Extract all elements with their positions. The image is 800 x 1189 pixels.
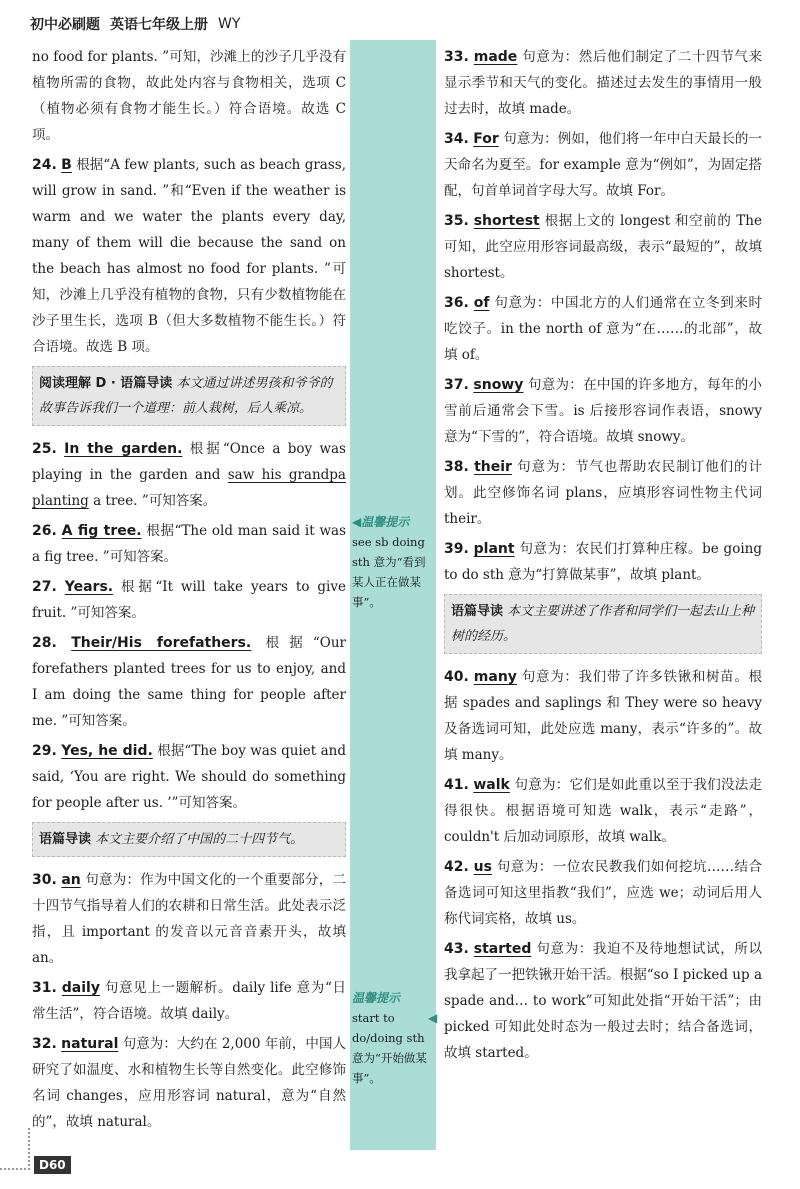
question-number: 28. [32, 635, 57, 651]
tip-title: 温馨提示 [352, 991, 401, 1005]
explanation: 根据“The old man said it was a fig tree. ”可知答案。 [32, 523, 347, 565]
answer-text: an [61, 872, 81, 888]
guide-text: 本文主要讲述了作者和同学们一起去山上种树的经历。 [451, 604, 755, 644]
left-column [32, 44, 346, 1139]
answer-text: us [473, 859, 492, 875]
question-number: 42. [444, 859, 469, 875]
answer-text: snowy [473, 377, 524, 393]
tip-box-1 [352, 512, 436, 612]
question-number: 34. [444, 131, 469, 147]
question-number: 35. [444, 213, 469, 229]
explanation: 句意为：一位农民教我们如何挖坑……结合备选词可知这里指教“我们”，应选 we；动词后用人称代词宾格，故填 us。 [444, 859, 763, 927]
question-number: 41. [444, 777, 469, 793]
answer-text: Yes, he did. [61, 743, 153, 759]
explanation: 句意为：我迫不及待地想试试，所以我拿起了一把铁锹开始干活。根据“so I picked up a spade and… to work”可知此处指“开始干活”；由 picked 可知此处时态为一般过去时；结合备选词，故填 started。 [444, 941, 763, 1061]
answer-24 [32, 152, 346, 360]
answer-26 [32, 518, 346, 570]
answer-28 [32, 630, 346, 734]
question-number: 33. [444, 49, 469, 65]
explanation: 句意为：然后他们制定了二十四节气来显示季节和天气的变化。描述过去发生的事情用一般过去时，故填 made。 [444, 49, 762, 117]
answer-27 [32, 574, 346, 626]
explanation: 句意为：大约在 2,000 年前，中国人研究了如温度、水和植物生长等自然变化。此空修饰名词 changes，应用形容词 natural，意为“自然的”，故填 natural。 [32, 1036, 347, 1130]
question-number: 32. [32, 1036, 57, 1052]
guide-text: 本文主要介绍了中国的二十四节气。 [95, 832, 304, 847]
answer-30 [32, 867, 346, 971]
underlined-phrase: saw his grandpa planting [32, 467, 346, 509]
edition-label: WY [218, 16, 241, 32]
answer-25 [32, 436, 346, 514]
explanation: 句意为：中国北方的人们通常在立冬到来时吃饺子。in the north of 意为“在……的北部”，故填 of。 [444, 295, 763, 363]
corner-dotted-line [0, 1128, 30, 1170]
answer-text: started [473, 941, 532, 957]
answer-text: their [474, 459, 512, 475]
question-number: 29. [32, 743, 57, 759]
explanation: 根据“It will take years to give fruit. ”可知答案。 [32, 579, 346, 621]
answer-31 [32, 975, 346, 1027]
explanation: 句意为：我们带了许多铁锹和树苗。根据 spades and saplings 和 They were so heavy 及备选词可知，此处应选 many，表示“许多的”。故填 many。 [444, 669, 763, 763]
guide-text: 本文通过讲述男孩和爷爷的故事告诉我们一个道理：前人栽树，后人乘凉。 [39, 376, 333, 416]
answer-41 [444, 772, 762, 850]
right-column [444, 44, 762, 1070]
explanation: 根据“Our forefathers planted trees for us to enjoy, and I am doing the same thing for people after me. ”可知答案。 [32, 635, 346, 729]
page-header [30, 10, 240, 38]
answer-43 [444, 936, 762, 1066]
explanation: 根据“A few plants, such as beach grass, will grow in sand. ”和“Even if the weather is warm and we water the plants every day, many of them will die because the sand on the beach has almost no food for plants. ”可知，沙滩上几乎没有植物的食物，只有少数植物能在沙子里生长，选项 B（但大多数植物不能生长。）符合语境。故选 B 项。 [32, 157, 347, 355]
answer-36 [444, 290, 762, 368]
explanation: 句意为：例如，他们将一年中白天最长的一天命名为夏至。for example 意为“例如”，为固定搭配，句首单词首字母大写。故填 For。 [444, 131, 762, 199]
answer-text: In the garden. [64, 441, 183, 457]
book-title: 初中必刷题 [30, 17, 100, 33]
question-number: 31. [32, 980, 57, 996]
tip-box-2 [352, 988, 436, 1088]
explanation: 根据“Once a boy was playing in the garden and [32, 441, 346, 483]
arrow-right-icon: ◀ [428, 1011, 438, 1025]
answer-text: made [473, 49, 518, 65]
question-number: 37. [444, 377, 469, 393]
subject-title: 英语七年级上册 [110, 17, 208, 33]
tip-text: start to do/doing sth 意为“开始做某事”。 [352, 1011, 427, 1085]
explanation: 根据上文的 longest 和空前的 The 可知，此空应用形容词最高级，表示“最短的”，故填 shortest。 [444, 213, 762, 281]
reading-guide-d [32, 366, 346, 426]
question-number: 39. [444, 541, 469, 557]
answer-text: Years. [64, 579, 114, 595]
question-number: 36. [444, 295, 469, 311]
answer-text: of [473, 295, 490, 311]
answer-text: daily [61, 980, 100, 996]
explanation: 根据“The boy was quiet and said, ‘You are right. We should do something for people after us. ’”可知答案。 [32, 743, 347, 811]
answer-text: Their/His forefathers. [71, 635, 252, 651]
continued-paragraph: no food for plants. ”可知，沙滩上的沙子几乎没有植物所需的食物，故此处内容与食物相关，选项 C（植物必须有食物才能生长。）符合语境。故选 C 项。 [32, 49, 346, 143]
question-number: 26. [32, 523, 57, 539]
explanation: 句意为：它们是如此重以至于我们没法走得很快。根据语境可知选 walk，表示“走路”，couldn't 后加动词原形，故填 walk。 [444, 777, 762, 845]
answer-text: A fig tree. [61, 523, 142, 539]
guide-tag: 语篇导读 [39, 832, 92, 847]
answer-text: plant [473, 541, 515, 557]
reading-guide-2 [32, 822, 346, 857]
tip-title: 温馨提示 [361, 515, 410, 529]
explanation: 句意为：农民们打算种庄稼。be going to do sth 意为“打算做某事”，故填 plant。 [444, 541, 762, 583]
answer-32 [32, 1031, 346, 1135]
explanation: 句意为：节气也帮助农民制订他们的计划。此空修饰名词 plans，应填形容词性物主代词 their。 [444, 459, 762, 527]
reading-guide-3 [444, 594, 762, 654]
answer-35 [444, 208, 762, 286]
answer-text: walk [473, 777, 510, 793]
guide-tag: 语篇导读 [451, 604, 504, 619]
question-number: 24. [32, 157, 57, 173]
answer-40 [444, 664, 762, 768]
answer-33 [444, 44, 762, 122]
answer-text: natural [61, 1036, 119, 1052]
question-number: 38. [444, 459, 469, 475]
answer-29 [32, 738, 346, 816]
explanation: 句意为：在中国的许多地方，每年的小雪前后通常会下雪。is 后接形容词作表语，snowy 意为“下雪的”，符合语境。故填 snowy。 [444, 377, 762, 445]
answer-37 [444, 372, 762, 450]
answer-39 [444, 536, 762, 588]
answer-text: B [61, 157, 72, 173]
guide-tag: 阅读理解 D · 语篇导读 [39, 376, 173, 391]
answer-34 [444, 126, 762, 204]
tip-text: see sb doing sth 意为“看到某人正在做某事”。 [352, 535, 426, 609]
question-number: 40. [444, 669, 469, 685]
answer-38 [444, 454, 762, 532]
explanation: 句意见上一题解析。daily life 意为“日常生活”，符合语境。故填 daily。 [32, 980, 346, 1022]
answer-42 [444, 854, 762, 932]
arrow-left-icon: ◀ [352, 515, 362, 529]
explanation: 句意为：作为中国文化的一个重要部分，二十四节气指导着人们的农耕和日常生活。此处表示泛指，且 important 的发音以元音音素开头，故填 an。 [32, 872, 347, 966]
question-number: 27. [32, 579, 57, 595]
answer-text: shortest [473, 213, 540, 229]
question-number: 43. [444, 941, 469, 957]
page-number: D60 [34, 1156, 71, 1174]
answer-text: many [473, 669, 517, 685]
explanation-end: a tree. ”可知答案。 [88, 493, 217, 509]
answer-text: For [473, 131, 499, 147]
question-number: 30. [32, 872, 57, 888]
question-number: 25. [32, 441, 57, 457]
